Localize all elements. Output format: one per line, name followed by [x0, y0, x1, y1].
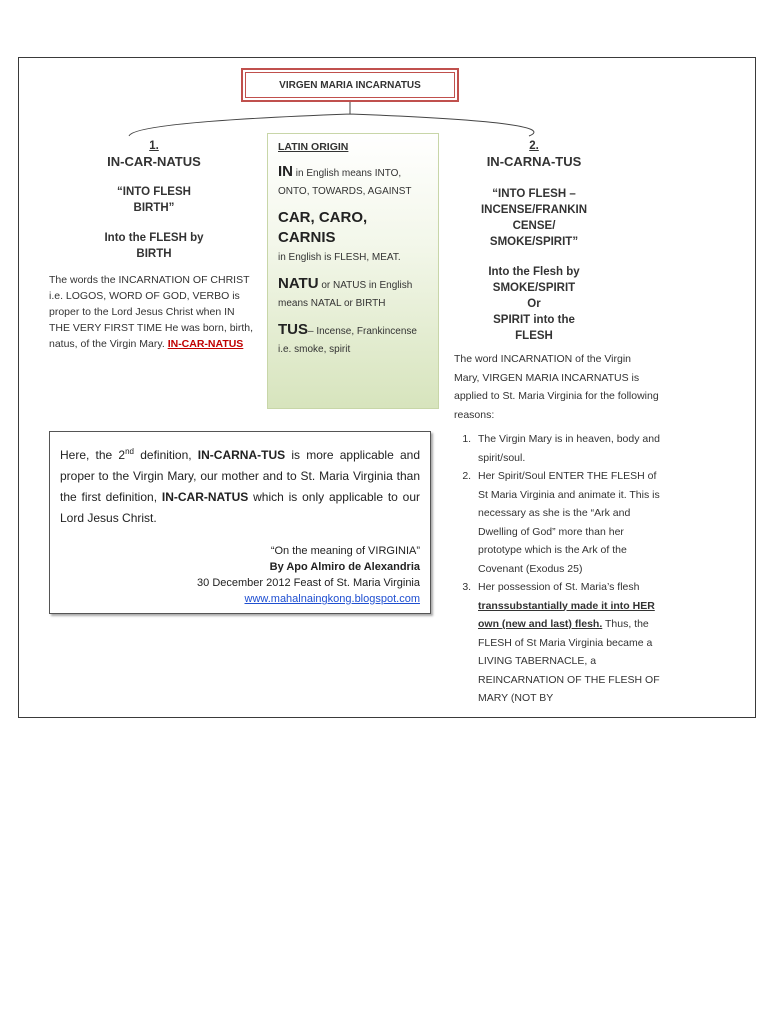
definition-two-sub-2: SMOKE/SPIRIT	[492, 282, 576, 294]
quote-author: By Apo Almiro de Alexandria	[269, 561, 420, 573]
reasons-list	[454, 430, 664, 708]
definition-one-body-text: The words the INCARNATION OF CHRIST i.e. LOGOS, WORD OF GOD, VERBO is proper to the Lord Jesus Christ when IN THE VERY FIRST TIME He was born, birth, natus, of the Virgin Mary.	[49, 274, 254, 350]
definition-two-quote-1: “INTO FLESH –	[492, 188, 576, 200]
latin-entry-caro: CAR, CARO, CARNIS in English is FLESH, MEAT.	[278, 209, 401, 263]
quote-text: Here, the 2nd definition, IN-CARNA-TUS is more applicable and proper to the Virgin Mary, our mother and to St. Maria Virginia than the first definition, IN-CAR-NATUS which is only applicable to our Lord Jesus Christ.	[60, 447, 420, 525]
definition-one-heading: IN-CAR-NATUS	[107, 154, 201, 169]
document-page	[18, 57, 756, 718]
latin-entry-tus: TUS– Incense, Frankincense i.e. smoke, spirit	[278, 321, 417, 355]
latin-origin-box	[267, 133, 439, 409]
reason-item: 2. Her Spirit/Soul ENTER THE FLESH of St Maria Virginia and animate it. This is necessary as she is the “Ark and Dwelling of God” more than her prototype which is the Ark of the Covenant (Exodus 25)	[474, 467, 664, 578]
definition-two-quote-4: SMOKE/SPIRIT”	[489, 236, 579, 248]
definition-one-number: 1.	[149, 140, 159, 152]
latin-entry-natu: NATU or NATUS in English means NATAL or BIRTH	[278, 275, 413, 309]
definition-two-sub-3: Or	[527, 298, 541, 310]
definition-two-sub-5: FLESH	[515, 330, 553, 342]
definition-one-quote-1: “INTO FLESH	[117, 186, 191, 198]
definition-one-quote-2: BIRTH”	[133, 202, 175, 214]
reason-item: 1. The Virgin Mary is in heaven, body and spirit/soul.	[474, 430, 664, 467]
quote-signature	[60, 543, 420, 607]
definition-two-number: 2.	[529, 140, 539, 152]
quote-date: 30 December 2012 Feast of St. Maria Virginia	[197, 577, 420, 589]
blog-link[interactable]: www.mahalnaingkong.blogspot.com	[244, 593, 420, 605]
definition-two-sub-4: SPIRIT into the	[493, 314, 575, 326]
definition-two-heading: IN-CARNA-TUS	[486, 154, 582, 169]
latin-entry-in: IN in English means INTO, ONTO, TOWARDS, AGAINST	[278, 163, 412, 197]
latin-origin-title: LATIN ORIGIN	[278, 141, 349, 153]
definition-one-sub-1: Into the FLESH by	[104, 232, 204, 244]
definition-two	[454, 138, 664, 708]
definition-one-body	[49, 272, 257, 352]
page-title: VIRGEN MARIA INCARNATUS	[245, 72, 455, 98]
in-car-natus-link[interactable]: IN-CAR-NATUS	[167, 338, 244, 350]
definition-two-intro: The word INCARNATION of the Virgin Mary, VIRGEN MARIA INCARNATUS is applied to St. Maria Virginia for the following reasons:	[454, 353, 659, 421]
quote-source: “On the meaning of VIRGINIA”	[270, 545, 420, 557]
definition-one	[49, 138, 259, 352]
definition-two-quote-3: CENSE/	[512, 220, 556, 232]
definition-one-sub-2: BIRTH	[136, 248, 172, 260]
quote-box	[49, 431, 431, 614]
reason-item: 3. Her possession of St. Maria’s flesh transsubstantially made it into HER own (new and last) flesh. Thus, the FLESH of St Maria Virginia became a LIVING TABERNACLE, a REINCARNATION OF THE FLESH OF MARY (NOT BY	[474, 578, 664, 708]
definition-two-sub-1: Into the Flesh by	[488, 266, 580, 278]
definition-two-quote-2: INCENSE/FRANKIN	[480, 204, 588, 216]
title-box	[241, 68, 459, 102]
